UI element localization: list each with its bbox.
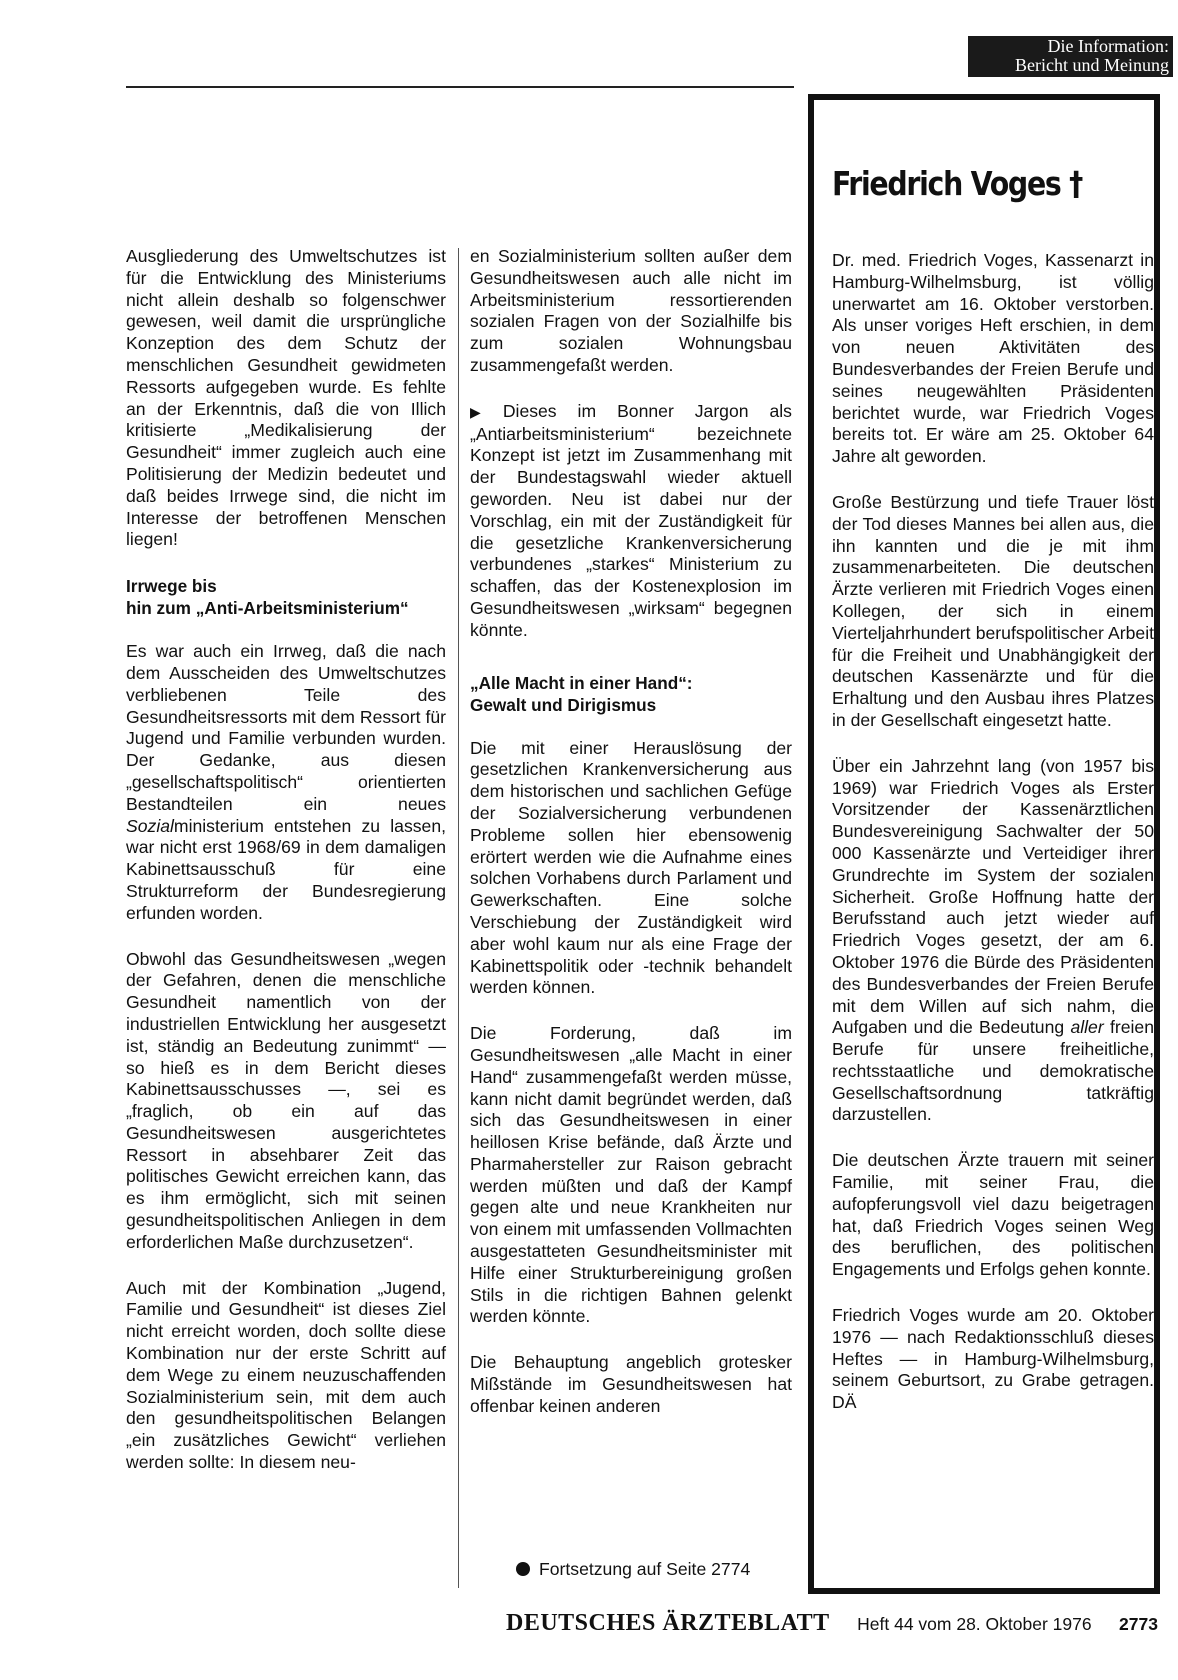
top-divider [126, 86, 794, 88]
paragraph: Auch mit der Kombination „Jugend, Familie und Gesundheit“ ist dieses Ziel nicht erreicht worden, doch sollte diese Kombination nur der erste Schritt auf dem Wege zu einem neuzuschaffenden Sozialministerium sein, mit dem auch den gesundheitspolitischen Belangen „ein zusätzliches Gewicht“ verliehen werden sollte: In diesem neu- [126, 1277, 446, 1473]
paragraph [470, 401, 792, 642]
page-footer [506, 1610, 1158, 1637]
subheading [126, 575, 446, 619]
section-label-line1: Die Information: [1047, 36, 1169, 56]
continuation-note [516, 1559, 750, 1580]
obituary-box [808, 94, 1160, 1594]
paragraph: Die Behauptung angeblich grotesker Mißstände im Gesundheitswesen hat offenbar keinen anderen [470, 1352, 792, 1416]
article-column-1 [126, 246, 446, 1498]
arrow-icon: ▶ [470, 403, 497, 420]
subheading-line: hin zum „Anti-Arbeitsministerium“ [126, 598, 409, 619]
subheading-line: „Alle Macht in einer Hand“: [470, 672, 693, 693]
paragraph: Die mit einer Herauslösung der gesetzlichen Krankenversicherung aus dem historischen und sachlichen Gefüge der Sozialversicherung verbundenen Probleme sollen hier ebensowenig erörtert werden wie die Aufnahme eines solchen Vorhabens durch Parlament und Gewerkschaften. Eine solche Verschiebung der Zuständigkeit wird aber wohl kaum nur als eine Frage der Kabinettspolitik oder -technik behandelt werden können. [470, 737, 792, 998]
continuation-text: Fortsetzung auf Seite 2774 [539, 1559, 751, 1579]
text-run: Dieses im Bonner Jargon als „Antiarbeitsministerium“ bezeichnete Konzept ist jetzt im Zusammenhang mit der Bundestagswahl wieder aktuell geworden. Neu ist dabei nur der Vorschlag, ein mit der Zuständigkeit für die gesetzliche Krankenversicherung verbundenes „starkes“ Ministerium zu schaffen, das der Kostenexplosion im Gesundheitswesen „wirksam“ begegnen könnte. [470, 400, 792, 640]
issue-info: Heft 44 vom 28. Oktober 1976 [857, 1614, 1092, 1634]
column-divider [458, 248, 459, 1588]
text-run: Über ein Jahrzehnt lang (von 1957 bis 1969) war Friedrich Voges als Erster Vorsitzender der Kassenärztlichen Bundesvereinigung Sachwalter der 50 000 Kassenärzte und Verteidiger ihrer Grundrechte im System der sozialen Sicherheit. Große Hoffnung hatte der Berufsstand auch jetzt wieder auf Friedrich Voges gesetzt, der am 6. Oktober 1976 die Bürde des Präsidenten des Bundesverbandes der Freien Berufe mit dem Willen auf sich nahm, die Aufgaben und die Bedeutung [832, 755, 1154, 1038]
paragraph: Friedrich Voges wurde am 20. Oktober 1976 — nach Redaktionsschluß dieses Heftes — in Hamburg-Wilhelmsburg, seinem Geburtsort, zu Grabe getragen. DÄ [832, 1305, 1154, 1413]
obituary-text [832, 250, 1154, 1438]
journal-title: DEUTSCHES ÄRZTEBLATT [506, 1610, 830, 1636]
page-number: 2773 [1119, 1614, 1158, 1634]
subheading [470, 672, 792, 716]
text-run: freien Berufe für unsere freiheitliche, rechtsstaatliche und demokratische Gesellschaftsordnung tatkräftig darzustellen. [832, 1017, 1154, 1125]
section-label-line2: Bericht und Meinung [1015, 55, 1169, 75]
italic-text: Sozial [126, 815, 174, 836]
paragraph: Ausgliederung des Umweltschutzes ist für die Entwicklung des Ministeriums nicht allein deshalb so folgenschwer gewesen, weil damit die ursprüngliche Konzeption des dem Schutz der menschlichen Gesundheit gewidmeten Ressorts aufgegeben wurde. Es fehlte an der Erkenntnis, daß die von Illich kritisierte „Medikalisierung der Gesundheit“ immer zugleich auch eine Politisierung der Medizin bedeutet und daß beides Irrwege sind, die nicht im Interesse der betroffenen Menschen liegen! [126, 246, 446, 550]
paragraph [126, 641, 446, 924]
paragraph: Dr. med. Friedrich Voges, Kassenarzt in Hamburg-Wilhelmsburg, ist völlig unerwartet am 16. Oktober verstorben. Als unser voriges Heft erschien, in dem von neuen Aktivitäten des Bundesverbandes der Freien Berufe und seines neugewählten Präsidenten berichtet wurde, war Friedrich Voges bereits tot. Er wäre am 25. Oktober 64 Jahre alt geworden. [832, 250, 1154, 467]
text-run: Es war auch ein Irrweg, daß die nach dem Ausscheiden des Umweltschutzes verbliebenen Teile des Gesundheitsressorts mit dem Ressort für Jugend und Familie verbunden wurden. Der Gedanke, aus diesen „gesellschaftspolitisch“ orientierten Bestandteilen ein neues [126, 641, 446, 814]
paragraph [832, 756, 1154, 1127]
subheading-line: Irrwege bis [126, 576, 217, 597]
paragraph: Die Forderung, daß im Gesundheitswesen „alle Macht in einer Hand“ zusammengefaßt werden müsse, kann nicht damit begründet werden, daß sich das Gesundheitswesen in einer heillosen Krise befände, daß Ärzte und Pharmahersteller zur Raison gebracht werden müßten und daß der Kampf gegen alte und neue Krankheiten nur von einem mit umfassenden Vollmachten ausgestatteten Gesundheitsminister mit Hilfe einer Strukturbereinigung großen Stils in die richtigen Bahnen gelenkt werden könnte. [470, 1023, 792, 1327]
article-column-2 [470, 246, 792, 1442]
subheading-line: Gewalt und Dirigismus [470, 694, 657, 715]
section-badge [968, 36, 1173, 77]
obituary-title: Friedrich Voges † [832, 164, 1083, 203]
italic-text: aller [1070, 1017, 1104, 1038]
paragraph: en Sozialministerium sollten außer dem Gesundheitswesen auch alle nicht im Arbeitsministerium ressortierenden sozialen Fragen von der Sozialhilfe bis zum sozialen Wohnungsbau zusammengefaßt werden. [470, 246, 792, 375]
bullet-icon [516, 1562, 530, 1576]
paragraph: Obwohl das Gesundheitswesen „wegen der Gefahren, denen die menschliche Gesundheit namentlich von der industriellen Entwicklung her ausgesetzt ist, ständig an Bedeutung zunimmt“ — so hieß es in dem Bericht dieses Kabinettsausschusses —, sei es „fraglich, ob ein auf das Gesundheitswesen ausgerichtetes Ressort in absehbarer Zeit das politisches Gewicht erreichen kann, das es ihm ermöglicht, sich mit seinen gesundheitspolitischen Anliegen in dem erforderlichen Maße durchzusetzen“. [126, 948, 446, 1252]
paragraph: Die deutschen Ärzte trauern mit seiner Familie, mit seiner Frau, die aufopferungsvoll viel dazu beigetragen hat, daß Friedrich Voges seinen Weg des beruflichen, des politischen Engagements und Erfolgs gehen konnte. [832, 1150, 1154, 1280]
paragraph: Große Bestürzung und tiefe Trauer löst der Tod dieses Mannes bei allen aus, die ihn kannten und die je mit ihm zusammenarbeiteten. Die deutschen Ärzte verlieren mit Friedrich Voges einen Kollegen, der sich in einem Vierteljahrhundert berufspolitischer Arbeit für die Freiheit und Unabhängigkeit der deutschen Kassenärzte und für die Erhaltung und den Ausbau ihres Platzes in der Gesellschaft eingesetzt hatte. [832, 491, 1154, 730]
text-run: ministerium entstehen zu lassen, war nicht erst 1968/69 in dem damaligen Kabinettsausschuß für eine Strukturreform der Bundesregierung erfunden worden. [126, 815, 446, 923]
